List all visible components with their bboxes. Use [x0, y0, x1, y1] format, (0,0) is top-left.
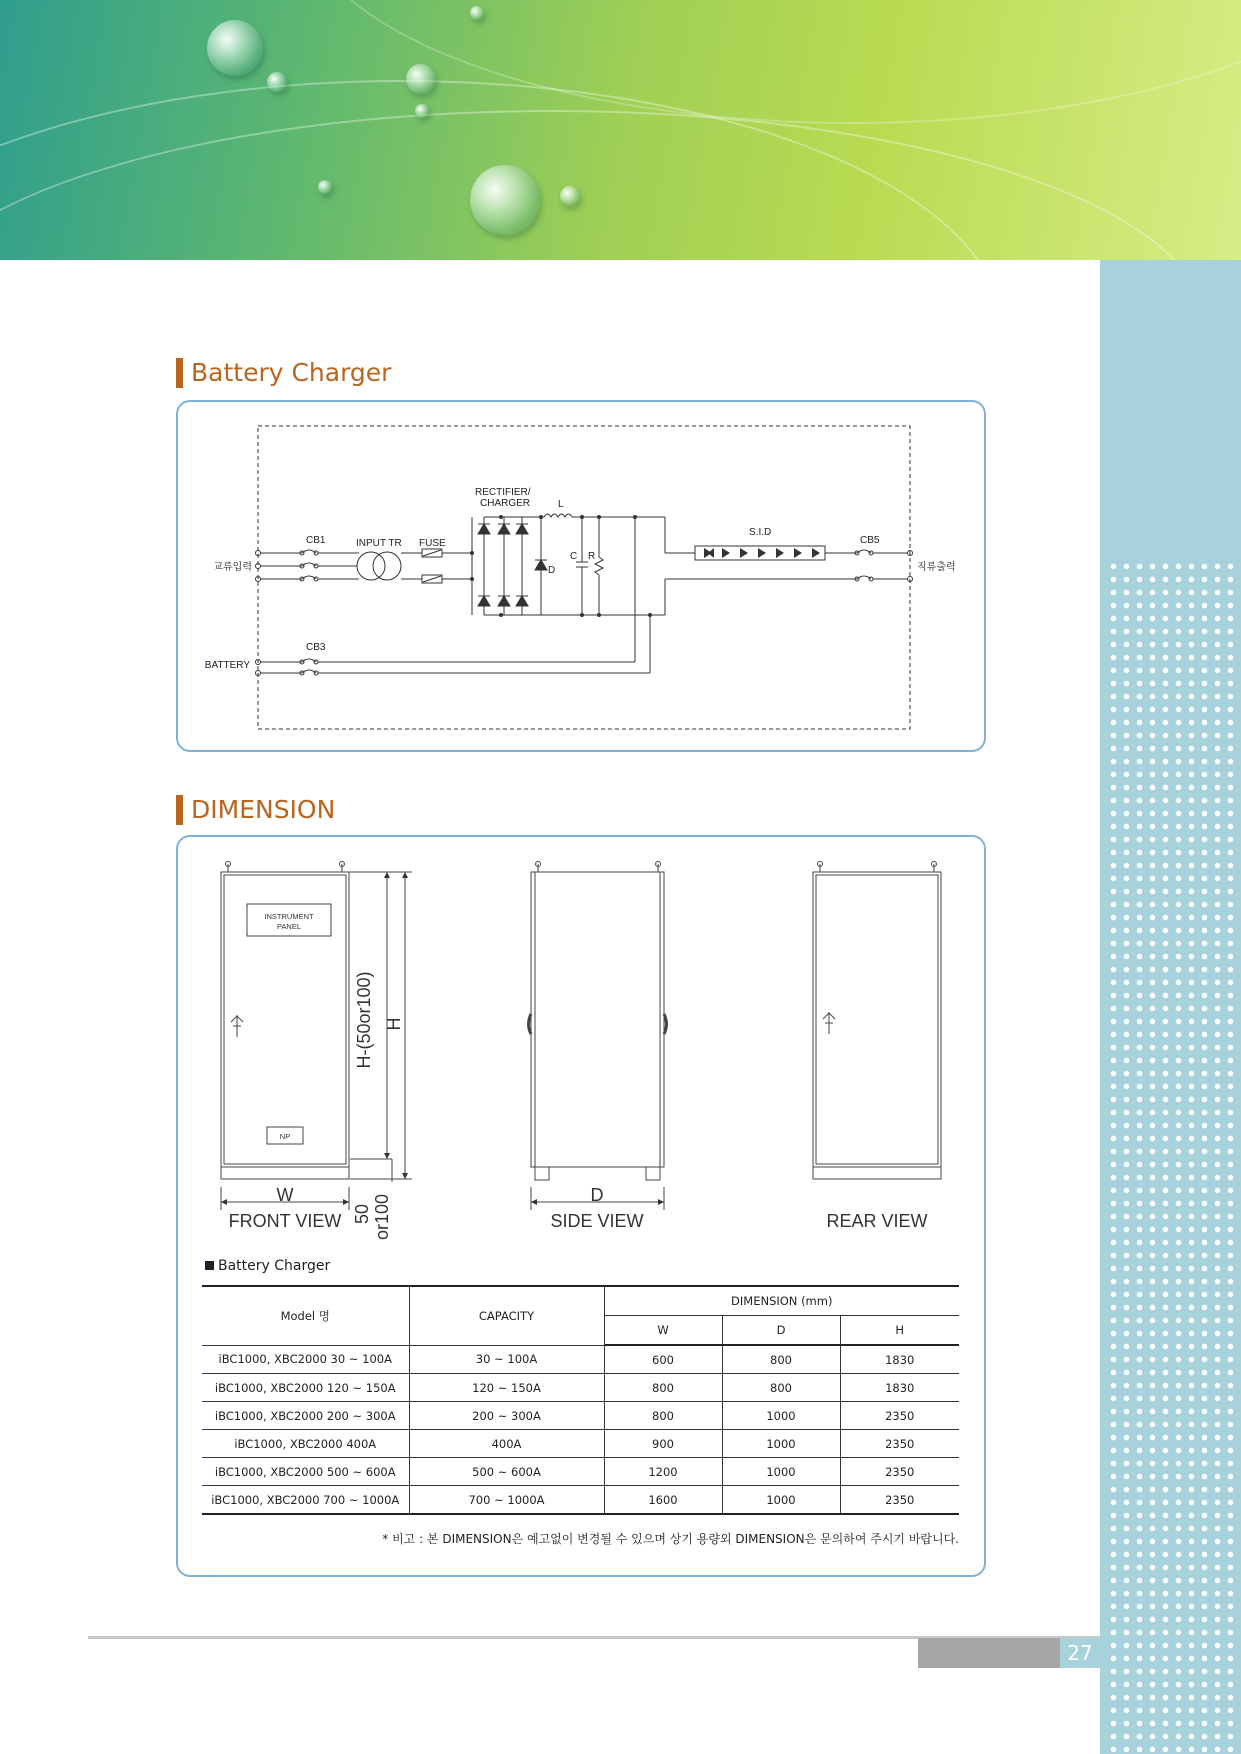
- cell-h: 2350: [840, 1458, 959, 1486]
- header-capacity: CAPACITY: [409, 1286, 604, 1345]
- cell-h: 2350: [840, 1486, 959, 1515]
- dimension-table: [202, 1285, 959, 1515]
- header-w: W: [604, 1316, 722, 1346]
- cell-d: 800: [722, 1345, 840, 1374]
- instrument-label: INSTRUMENT: [264, 912, 314, 921]
- water-drop: [406, 64, 436, 94]
- cell-model: iBC1000, XBC2000 200 ~ 300A: [202, 1402, 409, 1430]
- label-resistor: R: [588, 551, 596, 562]
- label-inductor: L: [558, 499, 564, 510]
- header-h: H: [840, 1316, 959, 1346]
- header-banner: [0, 0, 1241, 260]
- water-drop: [415, 104, 429, 118]
- cell-d: 1000: [722, 1486, 840, 1515]
- water-drop: [560, 186, 580, 206]
- side-view-label: SIDE VIEW: [550, 1211, 644, 1231]
- panel-label: PANEL: [276, 922, 302, 931]
- water-drop: [470, 165, 540, 235]
- cell-capacity: 30 ~ 100A: [409, 1345, 604, 1374]
- label-fuse: FUSE: [419, 538, 446, 549]
- footer-bar: [918, 1638, 1060, 1668]
- cell-d: 1000: [722, 1458, 840, 1486]
- cell-d: 800: [722, 1374, 840, 1402]
- cell-d: 1000: [722, 1402, 840, 1430]
- water-drop: [207, 20, 263, 76]
- cell-model: iBC1000, XBC2000 700 ~ 1000A: [202, 1486, 409, 1515]
- label-sid: S.I.D: [749, 527, 772, 538]
- cell-capacity: 200 ~ 300A: [409, 1402, 604, 1430]
- table-row: [202, 1345, 959, 1374]
- label-capacitor: C: [570, 551, 578, 562]
- label-cb3: CB3: [306, 642, 326, 653]
- cell-model: iBC1000, XBC2000 120 ~ 150A: [202, 1374, 409, 1402]
- dot-pattern: [1107, 560, 1235, 1754]
- cell-capacity: 700 ~ 1000A: [409, 1486, 604, 1515]
- water-drop: [318, 180, 332, 194]
- table-row: [202, 1402, 959, 1430]
- cell-model: iBC1000, XBC2000 500 ~ 600A: [202, 1458, 409, 1486]
- square-bullet-icon: [205, 1261, 214, 1270]
- cell-w: 800: [604, 1374, 722, 1402]
- cell-capacity: 400A: [409, 1430, 604, 1458]
- cell-model: iBC1000, XBC2000 400A: [202, 1430, 409, 1458]
- label-cb5: CB5: [860, 535, 880, 546]
- cell-h: 1830: [840, 1345, 959, 1374]
- dim-h-minus-label: H-(50or100): [354, 971, 374, 1069]
- label-rectifier: RECTIFIER/: [475, 487, 531, 498]
- water-drop: [470, 6, 484, 20]
- section-title-battery-charger: Battery Charger: [176, 358, 391, 388]
- table-row: [202, 1374, 959, 1402]
- table-caption-text: Battery Charger: [218, 1258, 331, 1274]
- table-row: [202, 1430, 959, 1458]
- handle-icon: [231, 1015, 243, 1037]
- front-view-label: FRONT VIEW: [228, 1211, 342, 1231]
- label-cb1: CB1: [306, 535, 326, 546]
- header-model: Model 명: [202, 1286, 409, 1345]
- cell-capacity: 500 ~ 600A: [409, 1458, 604, 1486]
- cell-w: 1600: [604, 1486, 722, 1515]
- table-caption: [205, 1258, 330, 1274]
- side-cabinet: [531, 872, 664, 1167]
- cell-d: 1000: [722, 1430, 840, 1458]
- cell-h: 1830: [840, 1374, 959, 1402]
- cell-w: 900: [604, 1430, 722, 1458]
- dim-w-label: W: [276, 1185, 294, 1205]
- label-diode: D: [548, 565, 556, 576]
- page-number: 27: [1060, 1638, 1100, 1668]
- dim-d-label: D: [590, 1185, 604, 1205]
- rear-cabinet: [813, 872, 941, 1167]
- dim-base-label-2: or100: [372, 1193, 392, 1241]
- cabinet-views: [178, 837, 984, 1257]
- rear-view-label: REAR VIEW: [826, 1211, 928, 1231]
- table-row: [202, 1486, 959, 1515]
- label-ac-input: 교류입력: [213, 562, 252, 573]
- header-d: D: [722, 1316, 840, 1346]
- circuit-diagram-frame: [176, 400, 986, 752]
- circuit-diagram: [178, 402, 984, 750]
- cell-w: 1200: [604, 1458, 722, 1486]
- cell-capacity: 120 ~ 150A: [409, 1374, 604, 1402]
- cell-model: iBC1000, XBC2000 30 ~ 100A: [202, 1345, 409, 1374]
- cell-h: 2350: [840, 1430, 959, 1458]
- table-row: [202, 1458, 959, 1486]
- cell-w: 800: [604, 1402, 722, 1430]
- handle-icon: [823, 1012, 835, 1034]
- label-input-tr: INPUT TR: [356, 538, 402, 549]
- label-dc-output: 직류출력: [917, 562, 956, 573]
- dim-base-label: 50: [352, 1203, 372, 1225]
- header-dimension: DIMENSION (mm): [604, 1286, 959, 1316]
- section-title-dimension: DIMENSION: [176, 795, 335, 825]
- cell-h: 2350: [840, 1402, 959, 1430]
- water-drop: [267, 72, 287, 92]
- label-charger: CHARGER: [480, 498, 531, 509]
- label-battery: BATTERY: [204, 660, 250, 671]
- np-label: NP: [279, 1132, 291, 1141]
- table-note: * 비고 : 본 DIMENSION은 예고없이 변경될 수 있으며 상기 용량외 DIMENSION은 문의하여 주시기 바랍니다.: [382, 1532, 959, 1546]
- cell-w: 600: [604, 1345, 722, 1374]
- dim-h-label: H: [384, 1017, 404, 1031]
